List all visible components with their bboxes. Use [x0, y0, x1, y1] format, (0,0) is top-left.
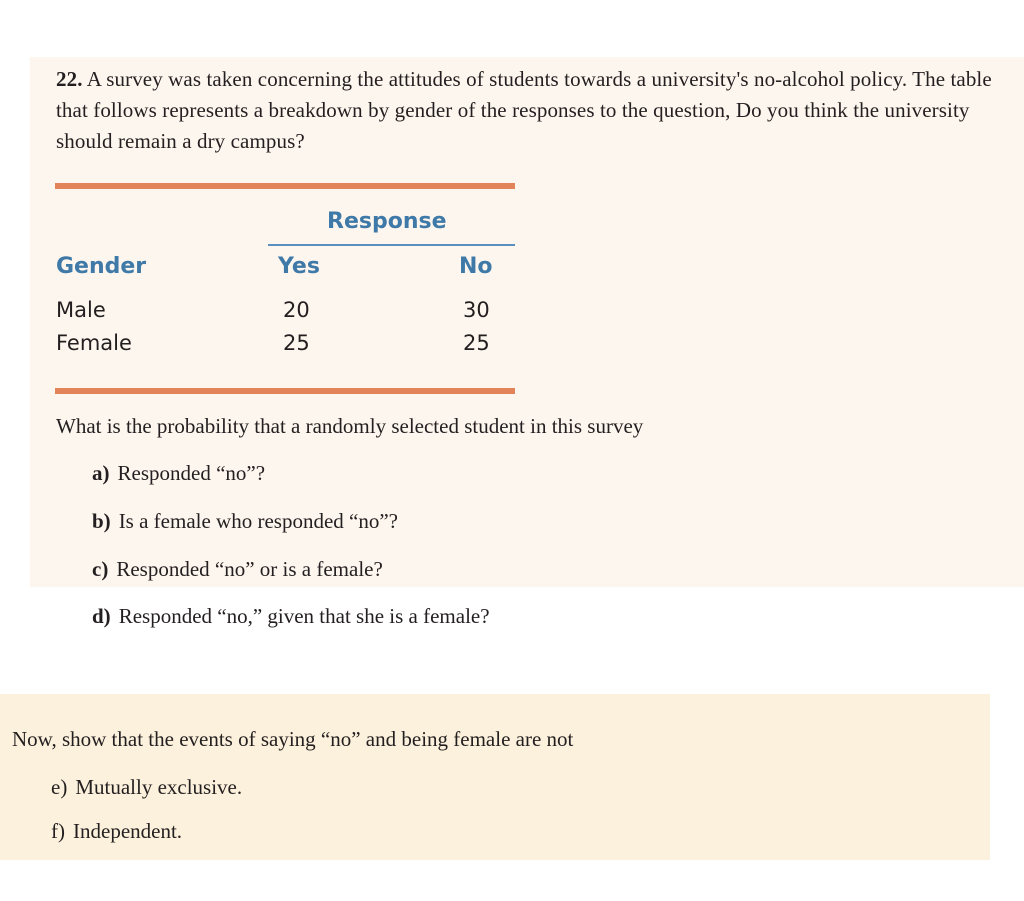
response-header: Response — [327, 209, 447, 234]
part-b — [92, 509, 398, 534]
yes-header: Yes — [278, 254, 320, 279]
row-female-gender: Female — [56, 331, 132, 355]
part-c-text: Responded “no” or is a female? — [116, 557, 383, 581]
no-header: No — [459, 254, 493, 279]
part-f-letter: f) — [51, 819, 65, 843]
table-top-rule — [55, 183, 515, 189]
problem-number: 22. — [56, 67, 83, 91]
part-d-letter: d) — [92, 604, 111, 628]
part-e — [51, 775, 242, 800]
part-b-letter: b) — [92, 509, 111, 533]
row-male-yes: 20 — [283, 298, 310, 322]
part-a-letter: a) — [92, 461, 110, 485]
table-bottom-rule — [55, 388, 515, 394]
row-female-yes: 25 — [283, 331, 310, 355]
part-d — [92, 604, 490, 629]
part-e-letter: e) — [51, 775, 68, 799]
row-female-no: 25 — [463, 331, 490, 355]
part-f-text: Independent. — [73, 819, 183, 843]
problem-statement — [56, 64, 1006, 157]
row-male-gender: Male — [56, 298, 106, 322]
part-f — [51, 819, 182, 844]
part-d-text: Responded “no,” given that she is a female? — [118, 604, 490, 628]
part-c — [92, 557, 383, 582]
part-e-text: Mutually exclusive. — [75, 775, 243, 799]
part-c-letter: c) — [92, 557, 109, 581]
row-male-no: 30 — [463, 298, 490, 322]
part-a — [92, 461, 265, 486]
part-b-text: Is a female who responded “no”? — [118, 509, 398, 533]
gender-header: Gender — [56, 254, 147, 279]
part-a-text: Responded “no”? — [117, 461, 266, 485]
followup-stem: Now, show that the events of saying “no” and being female are not — [12, 727, 574, 751]
response-underline — [268, 244, 515, 246]
question-stem: What is the probability that a randomly selected student in this survey — [56, 414, 644, 438]
problem-text: A survey was taken concerning the attitudes of students towards a university's no-alcohol policy. The table that follows represents a breakdown by gender of the responses to the question, Do you think the university should remain a dry campus? — [56, 67, 992, 153]
